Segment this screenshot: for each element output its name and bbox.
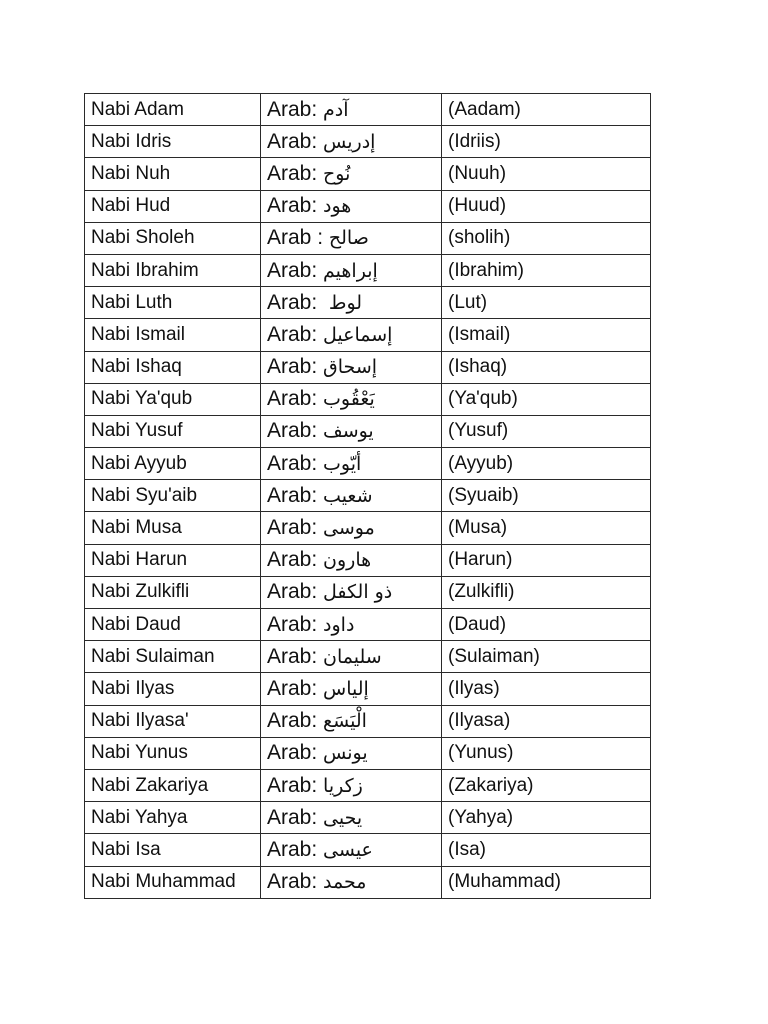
prophet-name-cell: Nabi Luth bbox=[85, 287, 261, 319]
prophet-name-cell: Nabi Yusuf bbox=[85, 415, 261, 447]
arabic-name: داود bbox=[323, 613, 355, 636]
prophet-name-cell: Nabi Idris bbox=[85, 126, 261, 158]
arabic-label: Arab: bbox=[267, 612, 324, 636]
transliteration-cell: (Zulkifli) bbox=[442, 576, 651, 608]
prophets-table bbox=[84, 93, 651, 899]
arabic-cell bbox=[261, 415, 442, 447]
arabic-label: Arab: bbox=[267, 355, 324, 379]
transliteration-cell: (Isa) bbox=[442, 834, 651, 866]
table-row bbox=[85, 351, 651, 383]
arabic-cell bbox=[261, 287, 442, 319]
arabic-cell bbox=[261, 254, 442, 286]
arabic-cell bbox=[261, 544, 442, 576]
arabic-name: عيسى bbox=[323, 838, 373, 861]
prophet-name-cell: Nabi Yahya bbox=[85, 802, 261, 834]
table-row bbox=[85, 287, 651, 319]
arabic-name: يونس bbox=[323, 742, 368, 765]
table-row bbox=[85, 769, 651, 801]
arabic-name: شعيب bbox=[323, 484, 373, 507]
transliteration-cell: (Yusuf) bbox=[442, 415, 651, 447]
table-row bbox=[85, 802, 651, 834]
prophet-name-cell: Nabi Sholeh bbox=[85, 222, 261, 254]
arabic-name: سليمان bbox=[323, 645, 382, 668]
arabic-name: صالح bbox=[328, 227, 369, 250]
table-row bbox=[85, 834, 651, 866]
transliteration-cell: (Yunus) bbox=[442, 737, 651, 769]
arabic-cell bbox=[261, 609, 442, 641]
table-row bbox=[85, 415, 651, 447]
arabic-label: Arab : bbox=[267, 226, 329, 250]
arabic-cell bbox=[261, 512, 442, 544]
prophet-name-cell: Nabi Harun bbox=[85, 544, 261, 576]
arabic-label: Arab: bbox=[267, 322, 324, 346]
arabic-cell bbox=[261, 480, 442, 512]
arabic-name: يَعْقُوب bbox=[323, 388, 375, 411]
arabic-label: Arab: bbox=[267, 644, 324, 668]
arabic-name: موسى bbox=[323, 517, 375, 540]
prophet-name-cell: Nabi Ismail bbox=[85, 319, 261, 351]
arabic-label: Arab: bbox=[267, 258, 324, 282]
table-row bbox=[85, 673, 651, 705]
arabic-cell bbox=[261, 448, 442, 480]
prophet-name-cell: Nabi Ilyas bbox=[85, 673, 261, 705]
arabic-cell bbox=[261, 866, 442, 898]
arabic-cell bbox=[261, 673, 442, 705]
arabic-cell bbox=[261, 641, 442, 673]
arabic-cell bbox=[261, 222, 442, 254]
transliteration-cell: (Muhammad) bbox=[442, 866, 651, 898]
prophet-name-cell: Nabi Syu'aib bbox=[85, 480, 261, 512]
arabic-name: الْيَسَع bbox=[323, 710, 367, 733]
transliteration-cell: (Yahya) bbox=[442, 802, 651, 834]
table-row bbox=[85, 480, 651, 512]
arabic-cell bbox=[261, 351, 442, 383]
arabic-label: Arab: bbox=[267, 516, 324, 540]
table-row bbox=[85, 705, 651, 737]
transliteration-cell: (Ismail) bbox=[442, 319, 651, 351]
table-row bbox=[85, 641, 651, 673]
transliteration-cell: (Ya'qub) bbox=[442, 383, 651, 415]
arabic-cell bbox=[261, 158, 442, 190]
arabic-cell bbox=[261, 705, 442, 737]
table-body bbox=[85, 94, 651, 899]
arabic-label: Arab: bbox=[267, 676, 324, 700]
prophet-name-cell: Nabi Adam bbox=[85, 94, 261, 126]
arabic-cell bbox=[261, 383, 442, 415]
arabic-name: هود bbox=[323, 195, 352, 218]
arabic-label: Arab: bbox=[267, 741, 324, 765]
prophet-name-cell: Nabi Ibrahim bbox=[85, 254, 261, 286]
arabic-name: نُوح bbox=[323, 162, 351, 185]
table-row bbox=[85, 94, 651, 126]
arabic-name: زكريا bbox=[323, 774, 363, 797]
transliteration-cell: (Daud) bbox=[442, 609, 651, 641]
arabic-label: Arab: bbox=[267, 580, 324, 604]
arabic-cell bbox=[261, 190, 442, 222]
transliteration-cell: (Zakariya) bbox=[442, 769, 651, 801]
prophet-name-cell: Nabi Nuh bbox=[85, 158, 261, 190]
transliteration-cell: (Musa) bbox=[442, 512, 651, 544]
arabic-label: Arab: bbox=[267, 805, 324, 829]
transliteration-cell: (Sulaiman) bbox=[442, 641, 651, 673]
arabic-name: إسماعيل bbox=[323, 323, 393, 346]
arabic-label: Arab: bbox=[267, 773, 324, 797]
prophet-name-cell: Nabi Ilyasa' bbox=[85, 705, 261, 737]
prophet-name-cell: Nabi Muhammad bbox=[85, 866, 261, 898]
prophet-name-cell: Nabi Musa bbox=[85, 512, 261, 544]
arabic-label: Arab: bbox=[267, 419, 324, 443]
arabic-name: لوط bbox=[328, 291, 363, 314]
table-row bbox=[85, 609, 651, 641]
transliteration-cell: (sholih) bbox=[442, 222, 651, 254]
table-row bbox=[85, 190, 651, 222]
transliteration-cell: (Harun) bbox=[442, 544, 651, 576]
prophet-name-cell: Nabi Daud bbox=[85, 609, 261, 641]
prophet-name-cell: Nabi Ayyub bbox=[85, 448, 261, 480]
transliteration-cell: (Ishaq) bbox=[442, 351, 651, 383]
arabic-name: أيّوب bbox=[323, 452, 362, 475]
table-row bbox=[85, 222, 651, 254]
arabic-label: Arab: bbox=[267, 129, 324, 153]
table-row bbox=[85, 544, 651, 576]
prophet-name-cell: Nabi Isa bbox=[85, 834, 261, 866]
arabic-cell bbox=[261, 802, 442, 834]
arabic-label: Arab: bbox=[267, 161, 324, 185]
arabic-name: ذو الكفل bbox=[323, 581, 393, 604]
transliteration-cell: (Nuuh) bbox=[442, 158, 651, 190]
transliteration-cell: (Huud) bbox=[442, 190, 651, 222]
arabic-label: Arab: bbox=[267, 387, 324, 411]
arabic-cell bbox=[261, 769, 442, 801]
transliteration-cell: (Lut) bbox=[442, 287, 651, 319]
prophet-name-cell: Nabi Yunus bbox=[85, 737, 261, 769]
transliteration-cell: (Aadam) bbox=[442, 94, 651, 126]
transliteration-cell: (Idriis) bbox=[442, 126, 651, 158]
table-row bbox=[85, 383, 651, 415]
arabic-name: إدريس bbox=[323, 130, 376, 153]
arabic-label: Arab: bbox=[267, 548, 324, 572]
prophet-name-cell: Nabi Ishaq bbox=[85, 351, 261, 383]
table-row bbox=[85, 158, 651, 190]
table-row bbox=[85, 737, 651, 769]
table-row bbox=[85, 448, 651, 480]
table-row bbox=[85, 866, 651, 898]
table-row bbox=[85, 254, 651, 286]
transliteration-cell: (Ibrahim) bbox=[442, 254, 651, 286]
arabic-label: Arab: bbox=[267, 451, 324, 475]
arabic-name: آدم bbox=[323, 98, 349, 121]
transliteration-cell: (Syuaib) bbox=[442, 480, 651, 512]
arabic-cell bbox=[261, 94, 442, 126]
arabic-label: Arab: bbox=[267, 97, 324, 121]
arabic-cell bbox=[261, 576, 442, 608]
arabic-name: إلياس bbox=[323, 677, 369, 700]
prophet-name-cell: Nabi Ya'qub bbox=[85, 383, 261, 415]
prophet-name-cell: Nabi Hud bbox=[85, 190, 261, 222]
prophet-name-cell: Nabi Zakariya bbox=[85, 769, 261, 801]
arabic-label: Arab: bbox=[267, 709, 324, 733]
arabic-name: إبراهيم bbox=[323, 259, 378, 282]
prophet-name-cell: Nabi Sulaiman bbox=[85, 641, 261, 673]
transliteration-cell: (Ilyas) bbox=[442, 673, 651, 705]
prophet-name-cell: Nabi Zulkifli bbox=[85, 576, 261, 608]
arabic-label: Arab: bbox=[267, 483, 324, 507]
transliteration-cell: (Ayyub) bbox=[442, 448, 651, 480]
arabic-cell bbox=[261, 834, 442, 866]
arabic-name: إسحاق bbox=[323, 356, 378, 379]
table-row bbox=[85, 126, 651, 158]
arabic-cell bbox=[261, 126, 442, 158]
arabic-name: يوسف bbox=[323, 420, 374, 443]
table-row bbox=[85, 576, 651, 608]
arabic-name: يحيى bbox=[323, 806, 363, 829]
arabic-label: Arab: bbox=[267, 870, 324, 894]
table-row bbox=[85, 319, 651, 351]
arabic-cell bbox=[261, 319, 442, 351]
arabic-cell bbox=[261, 737, 442, 769]
arabic-label: Arab: bbox=[267, 290, 329, 314]
arabic-name: محمد bbox=[323, 871, 367, 894]
transliteration-cell: (Ilyasa) bbox=[442, 705, 651, 737]
arabic-label: Arab: bbox=[267, 837, 324, 861]
arabic-label: Arab: bbox=[267, 194, 324, 218]
arabic-name: هارون bbox=[323, 549, 372, 572]
table-row bbox=[85, 512, 651, 544]
